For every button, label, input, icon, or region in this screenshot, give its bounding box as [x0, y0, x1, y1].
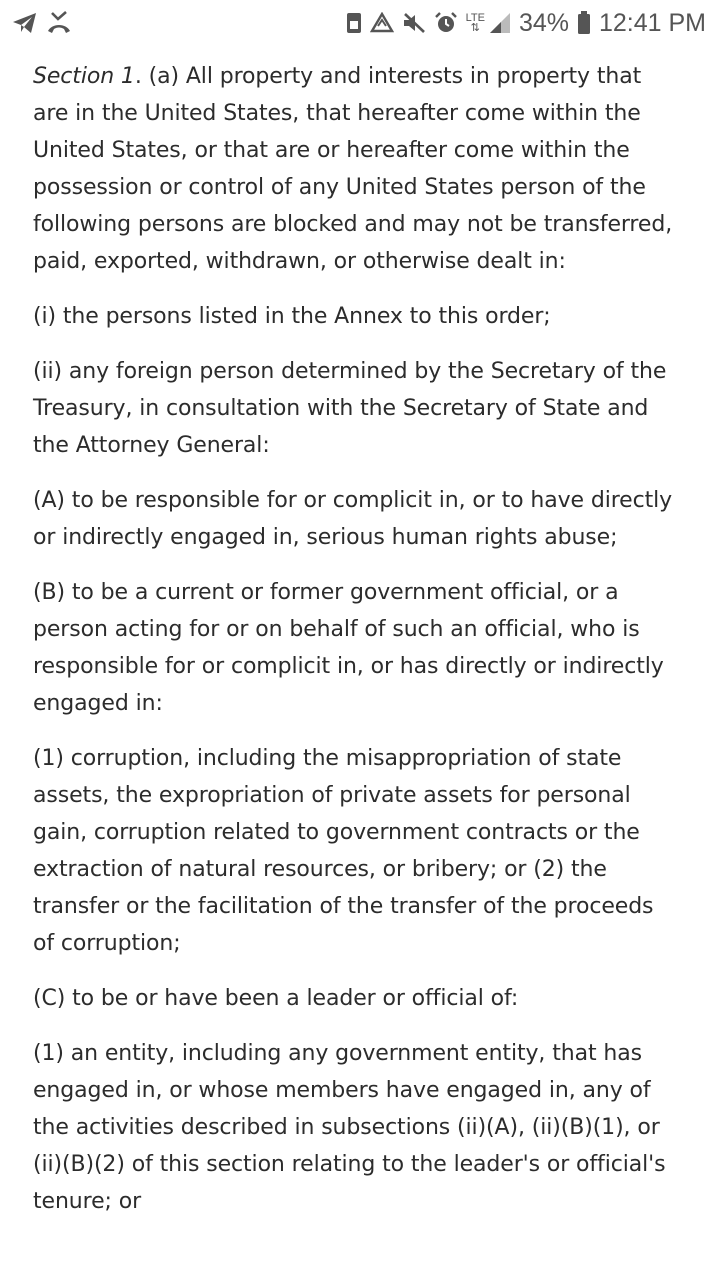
paragraph-b-1: (1) corruption, including the misappropriation of state assets, the expropriation of private assets for personal gain, corruption related to government contracts or the extraction of natural resources, or bribery; or (2) the transfer or the facilitation of the transfer of the proceeds of corruption;	[33, 746, 654, 956]
section-label: Section 1	[33, 64, 135, 89]
battery-percent: 34%	[518, 8, 569, 37]
status-bar-left	[12, 11, 72, 35]
paragraph-i: (i) the persons listed in the Annex to this order;	[33, 304, 551, 329]
recycle-icon	[370, 12, 394, 34]
paragraph-c: (C) to be or have been a leader or official of:	[33, 986, 519, 1011]
paragraph-c-1: (1) an entity, including any government entity, that has engaged in, or whose members have engaged in, any of the activities described in subsections (ii)(A), (ii)(B)(1), or (ii)(B)(2) of this section relating to the leader's or official's tenure; or	[33, 1041, 666, 1214]
alarm-icon	[434, 11, 458, 35]
document-content	[33, 58, 673, 1238]
paragraph-section-1	[33, 58, 673, 280]
mute-icon	[402, 12, 426, 34]
signal-icon	[489, 12, 511, 34]
status-bar-right	[346, 9, 706, 38]
lte-icon: LTE ⇅	[465, 12, 485, 34]
network-label: LTE	[465, 12, 485, 24]
battery-icon	[577, 11, 591, 35]
paragraph-a: (A) to be responsible for or complicit in, or to have directly or indirectly engaged in, serious human rights abuse;	[33, 488, 673, 550]
missed-call-icon	[46, 11, 72, 35]
storage-icon	[346, 12, 362, 34]
paragraph-text: . (a) All property and interests in property that are in the United States, that hereafter come within the United States, or that are or hereafter come within the possession or control of any United States person of the following persons are blocked and may not be transferred, paid, exported, withdrawn, or otherwise dealt in:	[33, 64, 673, 274]
status-bar	[0, 0, 720, 46]
telegram-icon	[12, 12, 38, 34]
paragraph-b: (B) to be a current or former government official, or a person acting for or on behalf of such an official, who is responsible for or complicit in, or has directly or indirectly engaged in:	[33, 580, 664, 716]
status-time: 12:41 PM	[598, 8, 706, 37]
paragraph-ii: (ii) any foreign person determined by the Secretary of the Treasury, in consultation with the Secretary of State and the Attorney General:	[33, 359, 667, 458]
